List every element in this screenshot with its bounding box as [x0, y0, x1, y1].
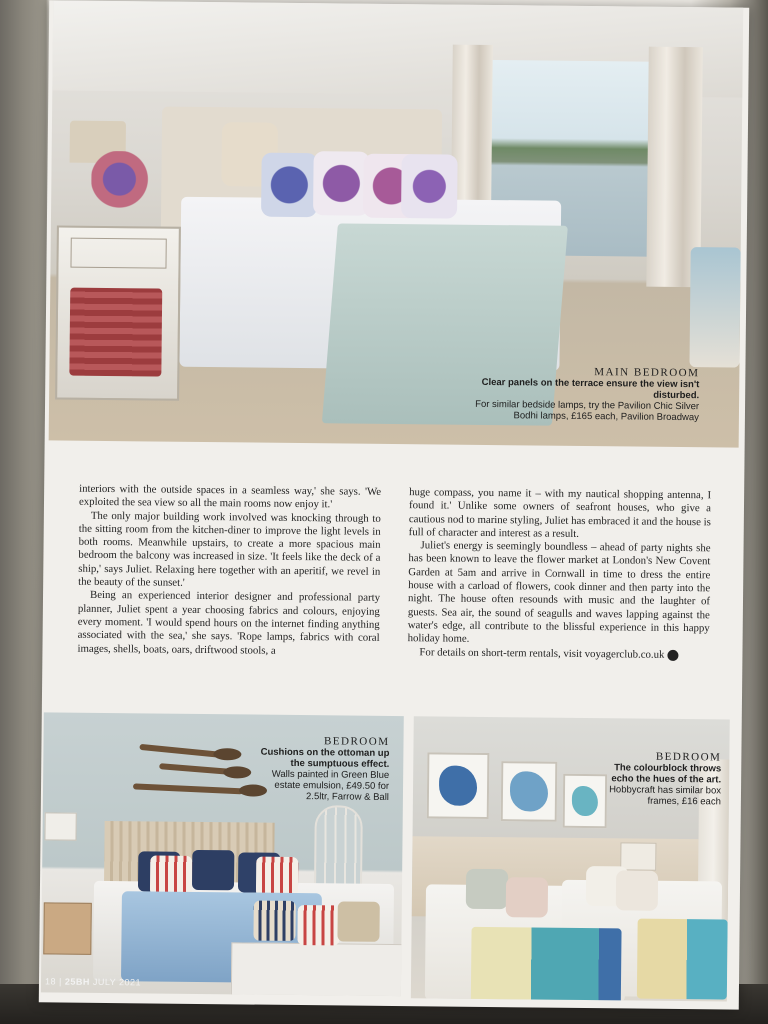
ottoman	[231, 942, 404, 996]
issue-date: JULY 2021	[92, 976, 142, 988]
article-column-left	[77, 483, 381, 659]
page-footer: 18 | 25BH JULY 2021	[44, 976, 142, 988]
coral-art-dark-blue	[439, 765, 477, 805]
flower-vase	[91, 151, 162, 222]
caption-bold: Clear panels on the terrace ensure the view isn't disturbed.	[481, 376, 700, 402]
paragraph: interiors with the outside spaces in a seamless way,' she says. 'We exploited the sea view so all the main rooms now enjoy it.'	[78, 482, 382, 511]
bedroom-ottoman-caption	[249, 735, 390, 803]
paragraph: The only major building work involved was knocking through to the sitting room from the kitchen-diner to improve the light levels in both rooms. Meanwhile upstairs, to create a more spacious main bedroom the balcony was increased in size. 'It feels like the deck of a ship,' says Juliet. Relaxing here together with an aperitif, we revel in the beauty of the sunset.'	[78, 509, 381, 589]
paragraph: Being an experienced interior designer and professional party planner, Juliet spent a year choosing fabrics and colours, enjoying every moment. 'I would spend hours on the internet finding anything associated with the sea,' she says. 'Rope lamps, fabrics with coral images, shells, boats, oars, driftwood stools, a	[77, 589, 381, 657]
cushion	[616, 870, 658, 910]
caption-text: Hobbycraft has similar box frames, £16 each	[609, 784, 722, 808]
colourblock-throw	[471, 927, 622, 1002]
caption-bold: The colourblock throws echo the hues of the art.	[611, 762, 722, 786]
magazine-name: 25BH	[64, 976, 90, 987]
framed-art	[501, 761, 558, 822]
striped-cushion	[256, 857, 298, 897]
chair	[689, 247, 740, 368]
article-body	[77, 483, 719, 700]
ottoman-cushion	[297, 905, 339, 945]
paragraph: Juliet's energy is seemingly boundless – ahead of party nights she has been known to leave the flower market at London's New Covent Garden at 5am and arrive in Cornwall in time to dress the entire house with a carload of flowers, cook dinner and then party into the night. The house often resounds with music and the laughter of guests. Sea air, the sound of seagulls and waves lapping against the water's edge, all contribute to the blissful experience in this happy holiday home.	[407, 539, 711, 646]
article-column-right	[407, 486, 711, 662]
caption-title: BEDROOM	[655, 750, 722, 764]
bedside-lamp	[620, 842, 656, 870]
oar-blade	[223, 766, 251, 778]
colourblock-throw	[637, 919, 728, 1000]
ottoman-cushion	[253, 901, 295, 941]
bedside-drawer	[70, 238, 166, 269]
framed-art	[427, 752, 490, 819]
caption-title: MAIN BEDROOM	[594, 366, 700, 380]
bedroom-twin-caption	[601, 750, 722, 807]
bedroom-twin-photo	[411, 716, 730, 1001]
end-mark-icon: 25	[667, 649, 678, 660]
paragraph: huge compass, you name it – with my nautical shopping antenna, I found it.' Unlike some owners of seafront houses, who give a cautious nod to marine styling, Juliet has embraced it and the house is full of character and interest as a result.	[408, 486, 712, 540]
page-number: 18	[44, 976, 57, 987]
cushion	[506, 877, 548, 917]
main-bedroom-photo	[49, 0, 744, 447]
caption-text: Walls painted in Green Blue estate emulsion, £49.50 for 2.5ltr, Farrow & Ball	[271, 768, 390, 803]
coral-art-teal	[572, 786, 598, 816]
magazine-page	[39, 0, 749, 1009]
oar	[159, 763, 229, 775]
main-bedroom-caption	[469, 365, 700, 423]
navy-cushion	[192, 850, 234, 890]
rental-details-text: For details on short-term rentals, visit voyagerclub.co.uk	[419, 645, 665, 661]
chest-of-drawers	[43, 902, 92, 954]
cushion	[466, 869, 508, 909]
bedroom-ottoman-photo	[41, 712, 404, 996]
pillow-lilac-coral	[401, 154, 458, 219]
caption-text: For similar bedside lamps, try the Pavilion Chic Silver Bodhi lamps, £165 each, Pavilion Broadway	[475, 398, 700, 424]
striped-cushion	[150, 855, 192, 895]
oar	[133, 783, 243, 794]
coral-art-mid-blue	[510, 771, 548, 811]
pillow-blue-coral	[261, 153, 318, 218]
bedside-table	[55, 225, 181, 400]
paragraph-rental-details	[407, 646, 709, 662]
caption-title: BEDROOM	[323, 735, 390, 748]
ottoman-cushion	[337, 901, 379, 941]
wall-lamp	[44, 812, 76, 840]
red-basket	[69, 288, 162, 377]
oar-blade	[213, 748, 241, 760]
pillow-purple-coral	[313, 151, 370, 216]
oar	[139, 744, 219, 758]
caption-bold: Cushions on the ottoman up the sumptuous effect.	[260, 746, 390, 770]
